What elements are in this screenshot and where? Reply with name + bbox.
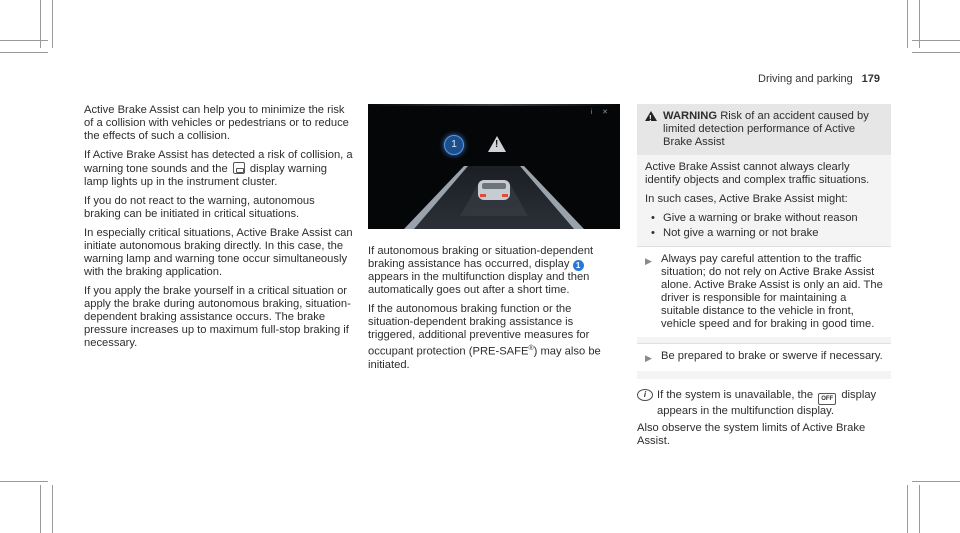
registered-mark: ® <box>528 345 534 352</box>
arrow-right-icon: ▶ <box>645 353 652 363</box>
list-item: • Give a warning or brake without reason <box>651 212 883 225</box>
text: If the system is unavailable, the <box>657 389 814 401</box>
text: appears in the multifunction display and then automatically goes out after a short time. <box>368 271 590 296</box>
paragraph <box>84 149 354 189</box>
paragraph: In especially critical situations, Active Brake Assist can initiate autonomous braking directly. In this case, the warning lamp and warning tone occur simultaneously with the braking application. <box>84 227 353 278</box>
crop-mark <box>0 481 48 482</box>
crop-mark <box>912 52 960 53</box>
crop-mark <box>52 0 53 48</box>
warning-heading <box>663 110 883 149</box>
paragraph: If you do not react to the warning, autonomous braking can be initiated in critical situations. <box>84 195 315 220</box>
brake-warning-icon <box>233 162 245 174</box>
text: ) may also be initiated. <box>368 345 601 371</box>
paragraph: Also observe the system limits of Active Brake Assist. <box>637 422 866 447</box>
paragraph <box>368 245 618 297</box>
middle-column <box>368 245 618 378</box>
page-number: 179 <box>861 73 880 85</box>
warning-box-header <box>637 104 891 155</box>
multifunction-display-figure <box>368 104 620 229</box>
paragraph: If you apply the brake yourself in a critical situation or apply the brake during autonomous braking, situation-dependent braking assistance occurs. The brake pressure increases up to maximum full-stop braking if necessary. <box>84 285 351 349</box>
note-text <box>657 389 891 418</box>
callout-badge: 1 <box>444 135 464 155</box>
crop-mark <box>0 52 48 53</box>
paragraph <box>368 303 618 372</box>
crop-mark <box>907 0 908 48</box>
crop-mark <box>919 485 920 533</box>
brake-assist-off-icon: OFF <box>818 393 836 405</box>
section-title: Driving and parking <box>758 73 853 85</box>
right-column <box>637 104 891 454</box>
left-column <box>84 104 354 356</box>
paragraph: Active Brake Assist cannot always clearly identify objects and complex traffic situations. <box>645 161 870 186</box>
list-item: • Not give a warning or not brake <box>651 227 883 240</box>
paragraph: In such cases, Active Brake Assist might: <box>645 193 848 205</box>
page-header <box>758 73 880 85</box>
text: display appears in the multifunction display. <box>657 389 877 417</box>
crop-mark <box>0 40 48 41</box>
warning-triangle-icon <box>645 110 663 122</box>
text: If autonomous braking or situation-dependent braking assistance has occurred, display <box>368 245 594 270</box>
warning-title: Risk of an accident caused by limited detection performance of Active Brake Assist <box>663 110 869 148</box>
bullet-list <box>651 212 883 240</box>
info-note <box>637 389 891 418</box>
crop-mark <box>912 481 960 482</box>
text: display warning lamp lights up in the instrument cluster. <box>84 163 328 188</box>
instruction-text: Be prepared to brake or swerve if necessary. <box>661 350 883 362</box>
crop-mark <box>912 40 960 41</box>
road-graphic <box>368 104 620 229</box>
warning-box-body <box>637 155 891 379</box>
crop-mark <box>52 485 53 533</box>
display-status-icons: i ✕ <box>590 109 612 116</box>
instruction-step <box>637 343 891 371</box>
warning-label: WARNING <box>663 110 718 122</box>
instruction-text: Always pay careful attention to the traffic situation; do not rely on Active Brake Assist alone. Active Brake Assist is only an aid. The driver is responsible for maintaining a suitable distance to the vehicle in front, vehicle speed and for braking in good time. <box>661 253 883 330</box>
crop-mark <box>40 485 41 533</box>
text: If Active Brake Assist has detected a risk of collision, a warning tone sounds and the <box>84 149 353 175</box>
instruction-step <box>637 246 891 337</box>
info-icon: i <box>637 389 653 401</box>
crop-mark <box>907 485 908 533</box>
paragraph: Active Brake Assist can help you to minimize the risk of a collision with vehicles or pedestrians or to reduce the effects of such a collision. <box>84 104 349 142</box>
arrow-right-icon: ▶ <box>645 256 652 266</box>
text: If the autonomous braking function or the situation-dependent braking assistance is triggered, additional preventive measures for occupant protection (PRE-SAFE <box>368 303 590 358</box>
callout-badge: 1 <box>573 260 584 271</box>
warning-triangle-icon <box>488 136 506 152</box>
